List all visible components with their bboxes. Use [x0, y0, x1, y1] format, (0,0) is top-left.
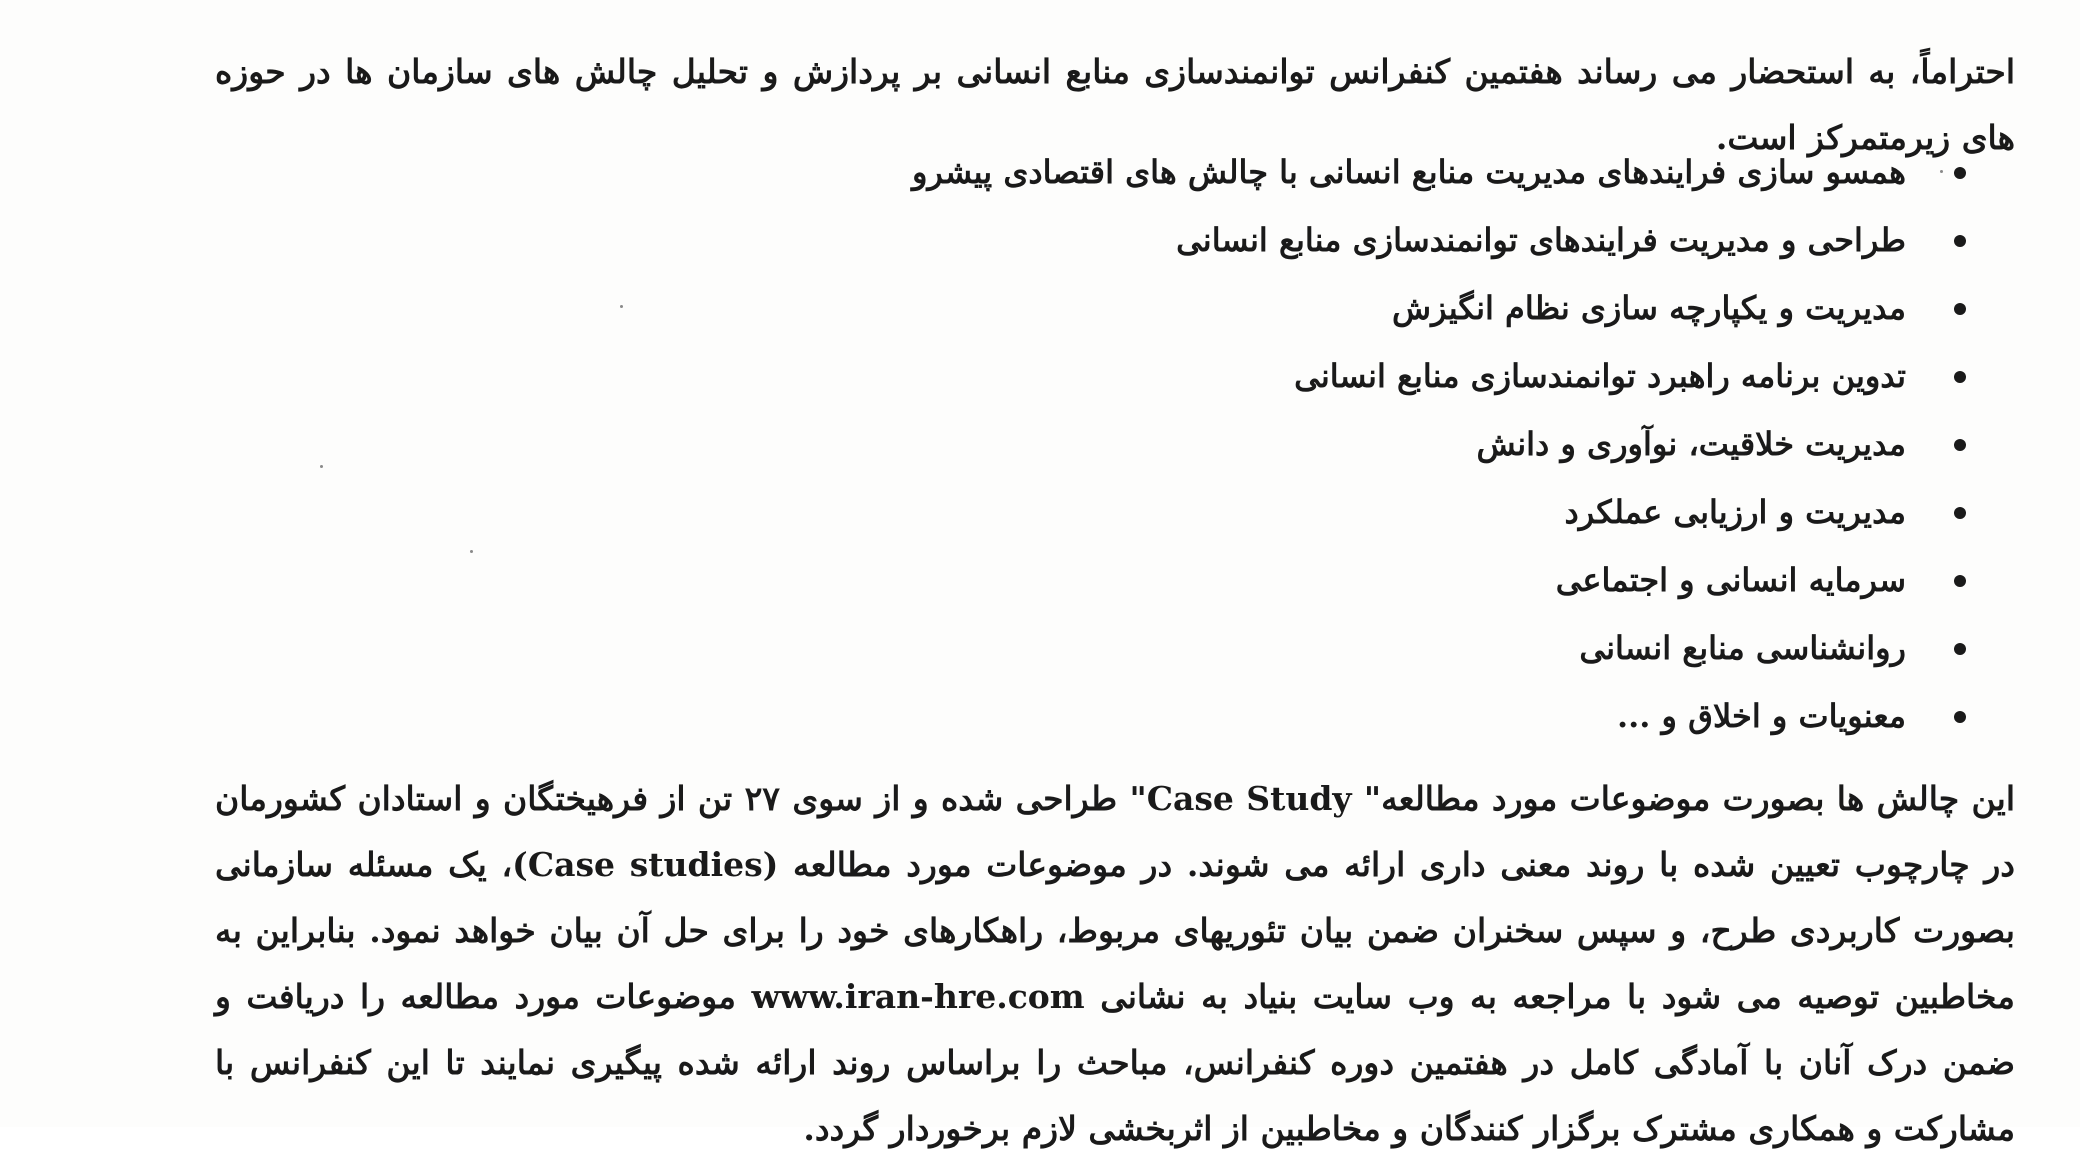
list-item-text: معنویات و اخلاق و ...: [1616, 697, 1906, 735]
closing-paragraph: این چالش ها بصورت موضوعات مورد مطالعه" Case Study" طراحی شده و از سوی ۲۷ تن از فرهیختگان و استادان کشورمان در چارچوب تعیین شده با روند معنی داری ارائه می شوند. در موضوعات مورد مطالعه (Case studies)، یک مسئله سازمانی بصورت کاربردی طرح، و سپس سخنران ضمن بیان تئوریهای مربوط، راهکارهای خود را برای حل آن بیان خواهد نمود. بنابراین به مخاطبین توصیه می شود با مراجعه به وب سایت بنیاد به نشانی www.iran-hre.com موضوعات مورد مطالعه را دریافت و ضمن درک آنان با آمادگی کامل در هفتمین دوره کنفرانس، مباحث را براساس روند ارائه شده پیگیری نمایند تا این کنفرانس با مشارکت و همکاری مشترک برگزار کنندگان و مخاطبین از اثربخشی لازم برخوردار گردد.: [215, 779, 2015, 1148]
bullet-dot-icon: [1954, 167, 1966, 179]
list-item: [680, 138, 1980, 206]
bullet-dot-icon: [1954, 303, 1966, 315]
scan-speck: [1940, 170, 1943, 173]
list-item: [680, 546, 1980, 614]
list-item: [680, 342, 1980, 410]
list-item: [680, 682, 1980, 750]
bullet-dot-icon: [1954, 575, 1966, 587]
list-item-text: تدوین برنامه راهبرد توانمندسازی منابع انسانی: [1294, 357, 1906, 395]
scan-speck: [470, 550, 473, 553]
list-item-text: همسو سازی فرایندهای مدیریت منابع انسانی با چالش های اقتصادی پیشرو: [911, 153, 1906, 191]
list-item: [680, 478, 1980, 546]
bullet-dot-icon: [1954, 439, 1966, 451]
list-item: [680, 614, 1980, 682]
bullet-dot-icon: [1954, 711, 1966, 723]
bullet-dot-icon: [1954, 235, 1966, 247]
bullet-dot-icon: [1954, 507, 1966, 519]
list-item: [680, 206, 1980, 274]
list-item-text: مدیریت و ارزیابی عملکرد: [1564, 493, 1906, 531]
list-item: [680, 410, 1980, 478]
list-item-text: روانشناسی منابع انسانی: [1579, 629, 1906, 667]
bullet-dot-icon: [1954, 371, 1966, 383]
list-item-text: طراحی و مدیریت فرایندهای توانمندسازی منابع انسانی: [1176, 221, 1906, 259]
bullet-dot-icon: [1954, 643, 1966, 655]
list-item-text: مدیریت و یکپارچه سازی نظام انگیزش: [1392, 289, 1906, 327]
topic-list: [680, 138, 1980, 750]
list-item: [680, 274, 1980, 342]
scan-speck: [620, 305, 623, 308]
scan-speck: [320, 465, 323, 468]
list-item-text: مدیریت خلاقیت، نوآوری و دانش: [1476, 425, 1906, 463]
list-item-text: سرمایه انسانی و اجتماعی: [1555, 561, 1906, 599]
intro-paragraph: احتراماً، به استحضار می رساند هفتمین کنفرانس توانمندسازی منابع انسانی بر پردازش و تحلیل چالش های سازمان ها در حوزه های زیرمتمرکز است.: [215, 52, 2015, 157]
